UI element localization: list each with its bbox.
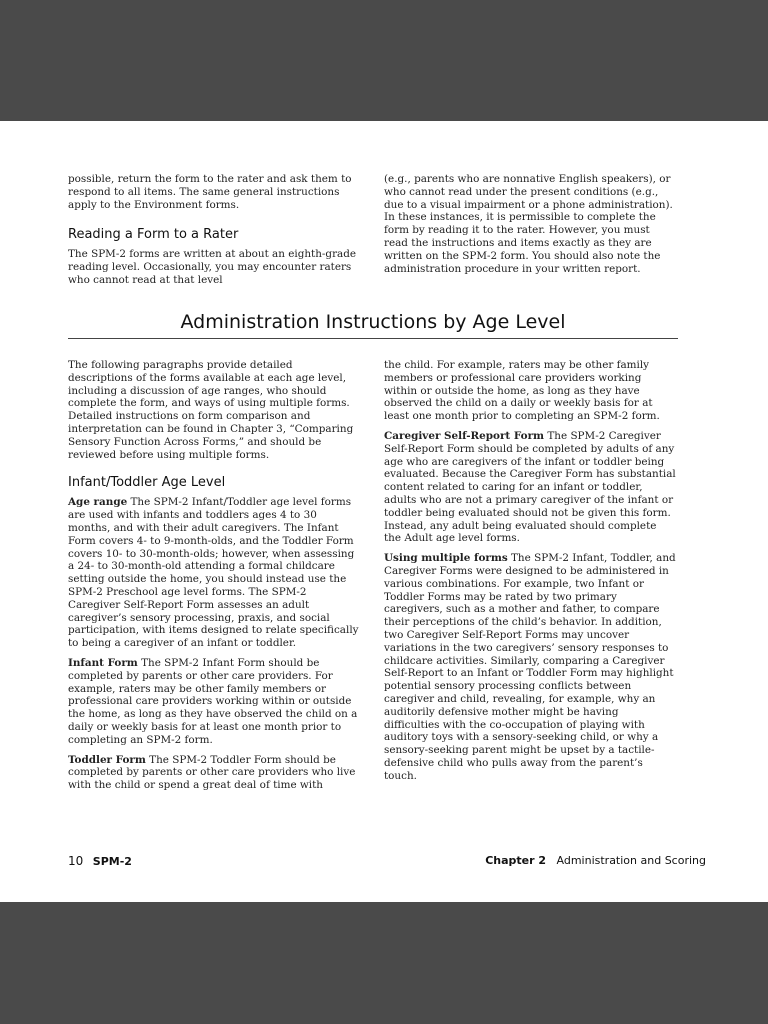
paragraph: possible, return the form to the rater and ask them to respond to all items. The same general instructions apply to the Environment forms.	[68, 173, 352, 211]
subheading: Infant/Toddler Age Level	[68, 475, 226, 491]
paragraph-text: The SPM-2 Caregiver Self-Report Form should be completed by adults of any age who are caregivers of the infant or toddler being evaluated. Because the Caregiver Form has substantial content related to caring for an infant or toddler, adults who are not a primary caregiver of the infant or toddler being evaluated should not be given this form. Instead, any adult being evaluated should complete the Adult age level forms.	[384, 429, 676, 545]
page-number: 10	[68, 854, 84, 868]
right-column	[384, 359, 676, 790]
chapter-title: Administration and Scoring	[556, 854, 706, 867]
paragraph-text: The SPM-2 Infant, Toddler, and Caregiver Forms were designed to be administered in various combinations. For example, two Infant or Toddler Forms may be rated by two primary caregivers, such as a mother and father, to compare their perceptions of the child’s behavior. In addition, two Caregiver Self-Report Forms may uncover variations in the two caregivers’ sensory responses to childcare activities. Similarly, comparing a Caregiver Self-Report to an Infant or Toddler Form may highlight potential sensory processing conflicts between caregiver and child, revealing, for example, why an auditorily defensive mother might be having difficulties with the co-occupation of playing with auditory toys with a sensory-seeking child, or why a sensory-seeking parent might be upset by a tactile-defensive child who pulls away from the parent’s touch.	[384, 552, 676, 782]
book-title: SPM-2	[92, 855, 132, 868]
paragraph: the child. For example, raters may be other family members or professional care providers working within or outside the home, as long as they have observed the child on a daily or weekly basis for at least one month prior to completing an SPM-2 form.	[384, 359, 660, 423]
paragraph	[384, 552, 676, 782]
paragraph	[68, 657, 360, 747]
run-in-heading: Using multiple forms	[384, 552, 508, 565]
run-in-heading: Toddler Form	[68, 753, 146, 766]
top-right-column	[384, 173, 676, 282]
viewer-top-bar	[0, 0, 768, 121]
footer-right	[485, 854, 706, 867]
run-in-heading: Caregiver Self-Report Form	[384, 429, 545, 442]
paragraph-text: The SPM-2 Infant Form should be completed by parents or other care providers. For example, raters may be other family members or professional care providers working within or outside the home, as long as they have observed the child on a daily or weekly basis for at least one month prior to completing an SPM-2 form.	[68, 656, 358, 746]
paragraph: (e.g., parents who are nonnative English speakers), or who cannot read under the present conditions (e.g., due to a visual impairment or a phone administration). In these instances, it is permissible to complete the form by reading it to the rater. However, you must read the instructions and items exactly as they are written on the SPM-2 form. You should also note the administration procedure in your written report.	[384, 173, 673, 275]
chapter-label: Chapter 2	[485, 854, 547, 867]
paragraph-text: The SPM-2 Toddler Form should be completed by parents or other care providers who live with the child or spend a great deal of time with	[68, 753, 356, 792]
subheading: Reading a Form to a Rater	[68, 227, 239, 243]
paragraph: The SPM-2 forms are written at about an eighth-grade reading level. Occasionally, you may encounter raters who cannot read at that level	[68, 248, 357, 286]
footer-left	[68, 854, 132, 868]
viewer-bottom-bar	[0, 902, 768, 1024]
document-page	[0, 121, 768, 902]
paragraph-text: The SPM-2 Infant/Toddler age level forms are used with infants and toddlers ages 4 to 30 months, and with their adult caregivers. The Infant Form covers 4- to 9-month-olds, and the Toddler Form covers 10- to 30-month-olds; however, when assessing a 24- to 30-month-old attending a formal childcare setting outside the home, you should instead use the SPM-2 Preschool age level forms. The SPM-2 Caregiver Self-Report Form assesses an adult caregiver’s sensory processing, praxis, and social participation, with items designed to relate specifically to being a caregiver of an infant or toddler.	[68, 496, 359, 650]
paragraph	[68, 754, 360, 792]
left-column	[68, 359, 360, 799]
paragraph: The following paragraphs provide detailed descriptions of the forms available at each age level, including a discussion of age ranges, who should complete the form, and ways of using multiple forms. Detailed instructions on form comparison and interpretation can be found in Chapter 3, “Comparing Sensory Function Across Forms,” and should be reviewed before using multiple forms.	[68, 359, 354, 461]
paragraph	[68, 496, 360, 650]
section-title: Administration Instructions by Age Level	[180, 311, 566, 333]
title-rule	[68, 338, 678, 339]
run-in-heading: Age range	[68, 496, 128, 509]
run-in-heading: Infant Form	[68, 656, 138, 669]
top-left-column	[68, 173, 360, 294]
paragraph	[384, 430, 676, 545]
